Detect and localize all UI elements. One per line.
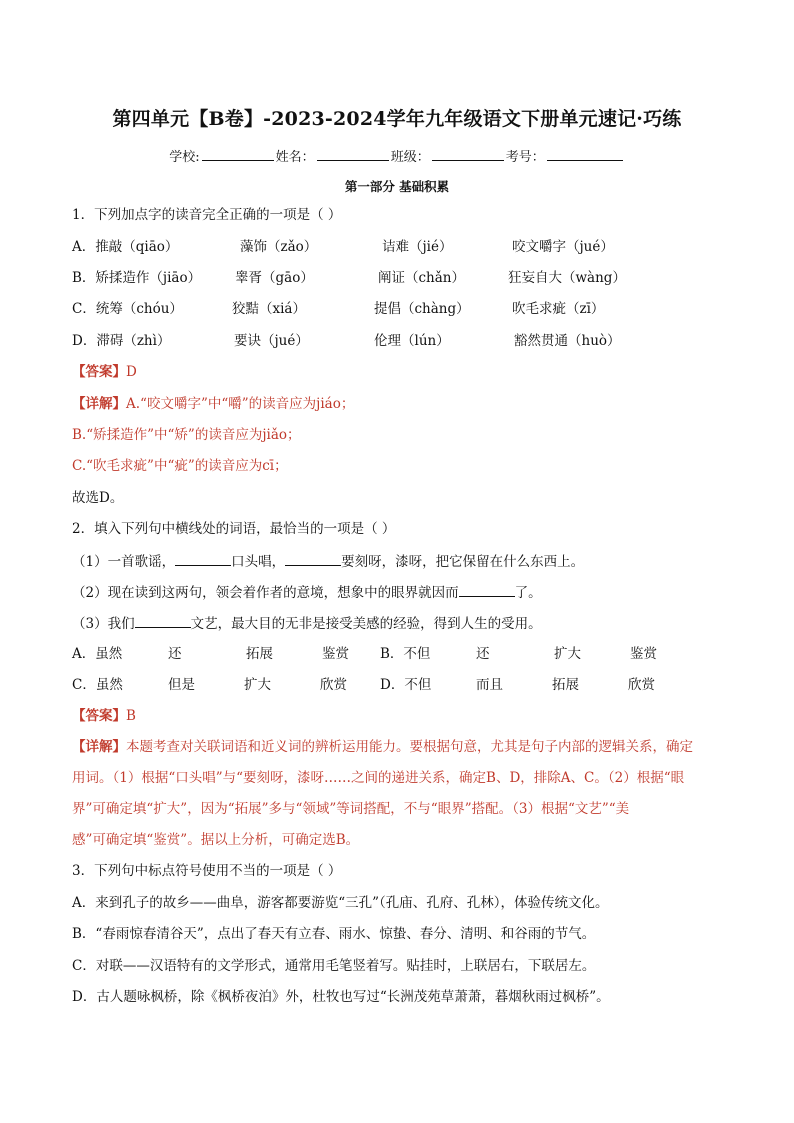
number-label: 考号： xyxy=(505,150,545,165)
fill-blank xyxy=(175,551,231,566)
answer-tag: 【答案】 xyxy=(72,364,126,380)
sentence-part: （2）现在读到这两句，领会着作者的意境，想象中的眼界就因而 xyxy=(72,585,459,601)
q1-detail-1 xyxy=(72,395,354,413)
q2-b-4: 鉴赏 xyxy=(630,646,657,662)
q2-stem: 2．填入下列句中横线处的词语，最恰当的一项是（ ） xyxy=(72,521,396,537)
answer-value: D xyxy=(126,364,137,380)
sentence-part: （3）我们 xyxy=(72,616,135,632)
q3-option-a: A．来到孔子的故乡——曲阜，游客都要游览“三孔”（孔庙、孔府、孔林），体验传统文化。 xyxy=(72,895,609,911)
q2-b-3: 扩大 xyxy=(554,646,581,662)
q3-option-d: D．古人题咏枫桥，除《枫桥夜泊》外，杜牧也写过“长洲茂苑草萧萧，暮烟秋雨过枫桥”。 xyxy=(72,989,610,1005)
q2-sentence-2 xyxy=(72,582,542,602)
q1-conclusion: 故选D。 xyxy=(72,490,124,506)
detail-text: 本题考查对关联词语和近义词的辨析运用能力。要根据句意，尤其是句子内部的逻辑关系，确定 xyxy=(126,739,693,755)
q3-stem: 3．下列句中标点符号使用不当的一项是（ ） xyxy=(72,863,342,879)
q1-stem: 1．下列加点字的读音完全正确的一项是（ ） xyxy=(72,207,342,223)
q2-b-2: 还 xyxy=(476,646,490,662)
q2-d-1: D．不但 xyxy=(380,677,432,693)
q1-a-2: 藻饰（zǎo） xyxy=(240,239,318,255)
q1-c-1: C．统筹（chóu） xyxy=(72,301,183,317)
q1-b-3: 阐证（chǎn） xyxy=(378,270,465,286)
class-label: 班级： xyxy=(390,150,430,165)
q1-c-2: 狡黠（xiá） xyxy=(232,301,306,317)
q2-d-3: 拓展 xyxy=(552,677,579,693)
q2-a-2: 还 xyxy=(168,646,182,662)
q1-a-3: 诘难（jié） xyxy=(382,239,453,255)
q2-detail-4: 感”可确定填“鉴赏”。据以上分析，可确定选B。 xyxy=(72,832,360,848)
q2-a-3: 拓展 xyxy=(246,646,273,662)
sentence-part: 文艺，最大目的无非是接受美感的经验，得到人生的受用。 xyxy=(190,616,542,632)
sentence-part: （1）一首歌谣， xyxy=(72,554,176,570)
q1-d-4: 豁然贯通（huò） xyxy=(514,333,621,349)
number-blank[interactable] xyxy=(547,148,623,161)
q2-detail-2: 用词。（1）根据“口头唱”与“要刻呀，漆呀……之间的递进关系，确定B、D，排除A、C。（2）根据“眼 xyxy=(72,770,685,786)
q2-detail-3: 界”可确定填“扩大”，因为“拓展”多与“领域”等词搭配，不与“眼界”搭配。（3）根据“文艺”“美 xyxy=(72,801,630,817)
q1-d-3: 伦理（lún） xyxy=(374,333,450,349)
answer-value: B xyxy=(126,708,136,724)
q3-option-c: C．对联——汉语特有的文学形式，通常用毛笔竖着写。贴挂时，上联居右，下联居左。 xyxy=(72,958,596,974)
q1-c-4: 吹毛求疵（zī） xyxy=(512,301,605,317)
q2-d-4: 欣赏 xyxy=(628,677,655,693)
school-blank[interactable] xyxy=(202,148,274,161)
q1-answer xyxy=(72,363,137,381)
q2-a-1: A．虽然 xyxy=(72,646,123,662)
q1-d-1: D．滞碍（zhì） xyxy=(72,333,171,349)
q1-a-4: 咬文嚼字（jué） xyxy=(512,239,614,255)
fill-blank xyxy=(135,613,191,628)
q2-sentence-3 xyxy=(72,613,542,633)
q2-a-4: 鉴赏 xyxy=(322,646,349,662)
school-label: 学校: xyxy=(169,150,200,165)
q2-c-4: 欣赏 xyxy=(320,677,347,693)
detail-text: A.“咬文嚼字”中“嚼”的读音应为jiáo； xyxy=(126,396,355,412)
class-blank[interactable] xyxy=(432,148,504,161)
name-blank[interactable] xyxy=(317,148,389,161)
detail-tag: 【详解】 xyxy=(72,396,126,412)
q2-c-2: 但是 xyxy=(168,677,195,693)
sentence-part: 要刻呀，漆呀，把它保留在什么东西上。 xyxy=(341,554,585,570)
q2-detail-1 xyxy=(72,738,693,756)
q2-answer xyxy=(72,707,136,725)
q2-c-1: C．虽然 xyxy=(72,677,123,693)
sentence-part: 了。 xyxy=(514,585,542,601)
fill-blank xyxy=(459,582,515,597)
q3-option-b: B．“春雨惊春清谷天”，点出了春天有立春、雨水、惊蛰、春分、清明、和谷雨的节气。 xyxy=(72,926,596,942)
q1-b-1: B．矫揉造作（jiāo） xyxy=(72,270,202,286)
student-info-line xyxy=(0,146,794,165)
q1-detail-3: C.“吹毛求疵”中“疵”的读音应为cī； xyxy=(72,458,288,474)
document-title: 第四单元【B卷】-2023-2024学年九年级语文下册单元速记·巧练 xyxy=(112,108,682,130)
q2-d-2: 而且 xyxy=(476,677,503,693)
q1-detail-2: B.“矫揉造作”中“矫”的读音应为jiǎo； xyxy=(72,427,301,443)
q2-c-3: 扩大 xyxy=(244,677,271,693)
q1-a-1: A．推敲（qiāo） xyxy=(72,239,179,255)
detail-tag: 【详解】 xyxy=(72,739,126,755)
q1-d-2: 要诀（jué） xyxy=(234,333,309,349)
q1-b-2: 睾胥（gāo） xyxy=(235,270,314,286)
name-label: 姓名： xyxy=(275,150,315,165)
sentence-part: 口头唱， xyxy=(231,554,286,570)
q2-b-1: B．不但 xyxy=(380,646,431,662)
answer-tag: 【答案】 xyxy=(72,708,126,724)
section-heading: 第一部分 基础积累 xyxy=(344,179,450,194)
q1-b-4: 狂妄自大（wàng） xyxy=(508,270,626,286)
q2-sentence-1 xyxy=(72,551,584,571)
q1-c-3: 提倡（chàng） xyxy=(374,301,470,317)
fill-blank xyxy=(285,551,341,566)
